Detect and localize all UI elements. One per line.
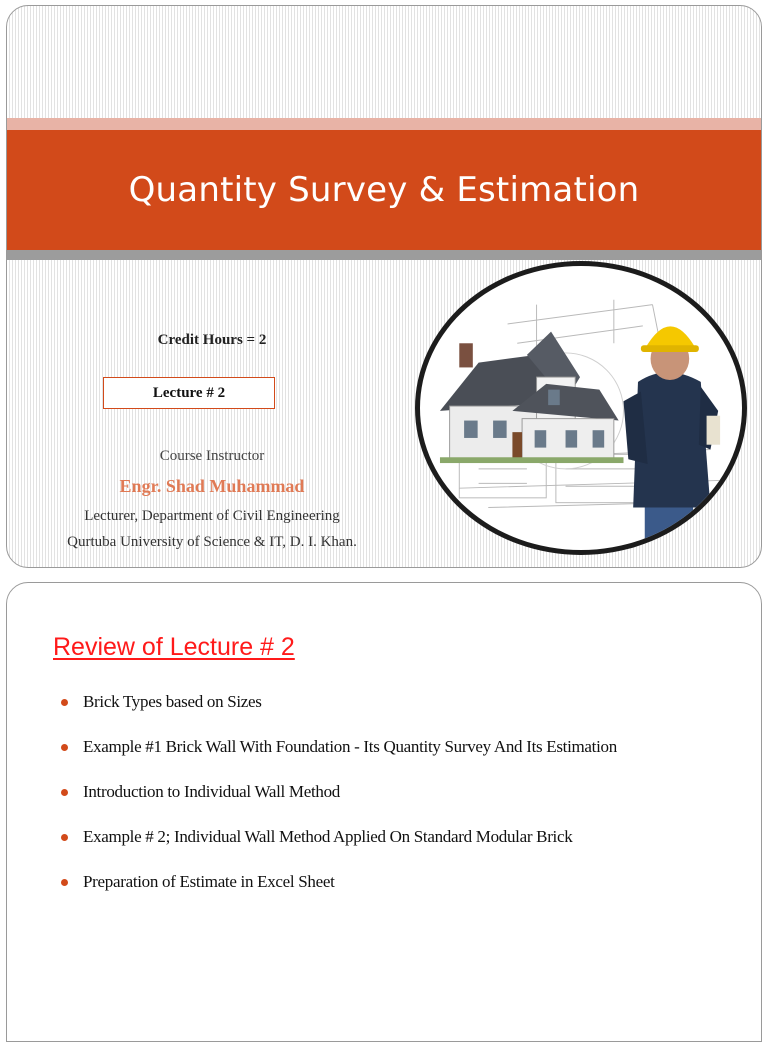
title-band <box>7 130 761 250</box>
house-icon <box>440 332 624 463</box>
lecture-number-box <box>103 377 275 409</box>
instructor-university: Qurtuba University of Science & IT, D. I. Khan. <box>67 534 357 550</box>
bullet-icon <box>61 744 68 751</box>
bullet-icon <box>61 879 68 886</box>
review-heading: Review of Lecture # 2 <box>53 633 295 661</box>
list-item: Introduction to Individual Wall Method <box>59 781 617 826</box>
house-blueprint-illustration <box>420 266 742 550</box>
list-item: Example # 2; Individual Wall Method Applied On Standard Modular Brick <box>59 826 617 871</box>
instructor-title: Lecturer, Department of Civil Engineering <box>84 508 340 524</box>
bullet-icon <box>61 789 68 796</box>
engineer-house-image <box>415 261 747 555</box>
review-slide <box>6 582 762 1042</box>
accent-strip <box>7 118 761 130</box>
bullet-icon <box>61 699 68 706</box>
instructor-label: Course Instructor <box>159 448 265 464</box>
lecture-number: Lecture # 2 <box>152 384 226 401</box>
slide-title: Quantity Survey & Estimation <box>128 170 640 210</box>
title-slide <box>6 5 762 568</box>
instructor-name: Engr. Shad Muhammad <box>119 476 305 496</box>
divider-strip <box>7 250 761 260</box>
engineer-figure <box>624 326 721 550</box>
list-item: Example #1 Brick Wall With Foundation - Its Quantity Survey And Its Estimation <box>59 736 617 781</box>
list-item: Brick Types based on Sizes <box>59 691 617 736</box>
credit-hours: Credit Hours = 2 <box>157 332 267 348</box>
review-list <box>59 691 617 916</box>
list-item: Preparation of Estimate in Excel Sheet <box>59 871 617 916</box>
bullet-icon <box>61 834 68 841</box>
